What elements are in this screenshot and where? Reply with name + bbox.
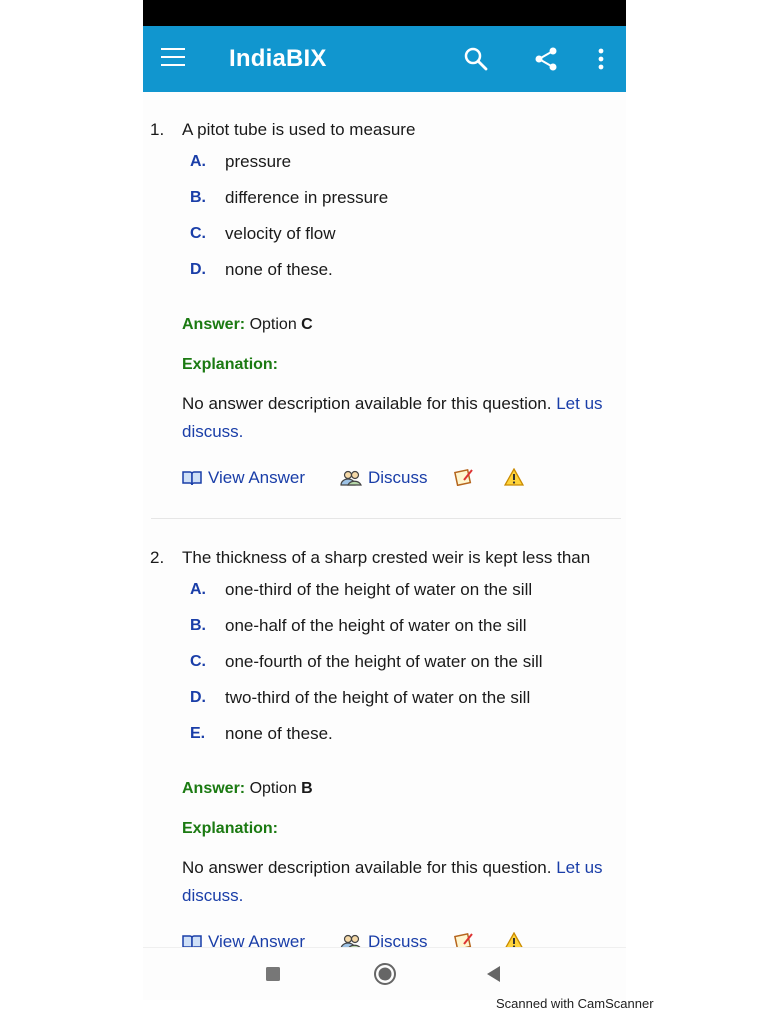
option-letter[interactable]: E.	[190, 725, 206, 742]
question-text: A pitot tube is used to measure	[182, 120, 416, 139]
question-text: The thickness of a sharp crested weir is kept less than	[182, 548, 591, 567]
search-icon[interactable]	[463, 46, 489, 72]
phone-screen	[143, 0, 626, 1000]
view-answer-button[interactable]	[182, 932, 305, 947]
recents-square-icon[interactable]	[261, 962, 285, 986]
option-text[interactable]: none of these.	[225, 724, 333, 743]
discuss-label: Discuss	[368, 468, 428, 487]
option-letter[interactable]: C.	[190, 653, 206, 670]
option-text[interactable]: one-fourth of the height of water on the sill	[225, 652, 543, 671]
option-text[interactable]: none of these.	[225, 260, 333, 279]
option-text[interactable]: difference in pressure	[225, 188, 389, 207]
explanation-label: Explanation:	[182, 356, 279, 373]
answer-label: Answer:	[182, 780, 246, 797]
share-icon[interactable]	[533, 46, 559, 72]
answer-option: C	[301, 316, 313, 333]
view-answer-label: View Answer	[208, 932, 306, 947]
answer-row	[182, 316, 313, 334]
option-letter[interactable]: B.	[190, 617, 206, 634]
people-icon	[340, 470, 362, 486]
view-answer-label: View Answer	[208, 468, 306, 487]
explanation-text	[182, 390, 612, 446]
explanation-label: Explanation:	[182, 820, 279, 837]
answer-label: Answer:	[182, 316, 246, 333]
option-letter[interactable]: D.	[190, 261, 206, 278]
discuss-button[interactable]	[340, 932, 428, 947]
back-triangle-icon[interactable]	[482, 962, 506, 986]
option-text[interactable]: two-third of the height of water on the sill	[225, 688, 531, 707]
question-number: 1.	[150, 120, 165, 139]
people-icon	[340, 934, 362, 947]
discuss-link[interactable]: Let us discuss.	[182, 858, 603, 905]
warning-icon[interactable]	[504, 932, 530, 947]
app-bar	[143, 26, 626, 92]
book-icon	[182, 934, 202, 947]
explanation-text	[182, 854, 612, 910]
answer-option: B	[301, 780, 313, 797]
explanation-body: No answer description available for this question.	[182, 858, 552, 877]
discuss-button[interactable]	[340, 468, 428, 488]
more-vertical-icon[interactable]	[595, 46, 621, 72]
scanner-watermark: Scanned with CamScanner	[496, 996, 654, 1011]
book-icon	[182, 470, 202, 486]
option-text[interactable]: pressure	[225, 152, 292, 171]
warning-icon[interactable]	[504, 468, 530, 486]
answer-row	[182, 780, 313, 798]
notepad-icon[interactable]	[454, 468, 480, 486]
answer-prefix: Option	[249, 316, 297, 333]
option-text[interactable]: one-half of the height of water on the sill	[225, 616, 527, 635]
question-divider	[151, 518, 621, 519]
question-actions	[182, 932, 622, 947]
discuss-label: Discuss	[368, 932, 428, 947]
question-actions	[182, 468, 622, 492]
discuss-link[interactable]: Let us discuss.	[182, 394, 603, 441]
option-letter[interactable]: D.	[190, 689, 206, 706]
option-text[interactable]: one-third of the height of water on the sill	[225, 580, 533, 599]
option-letter[interactable]: C.	[190, 225, 206, 242]
option-letter[interactable]: A.	[190, 581, 206, 598]
answer-prefix: Option	[249, 780, 297, 797]
question-list[interactable]	[143, 92, 626, 947]
system-nav-bar	[143, 947, 626, 1000]
app-title: IndiaBIX	[229, 45, 327, 72]
home-circle-icon[interactable]	[372, 962, 396, 986]
status-bar	[143, 0, 626, 26]
question-number: 2.	[150, 548, 165, 567]
explanation-body: No answer description available for this question.	[182, 394, 552, 413]
hamburger-menu-icon[interactable]	[161, 48, 185, 68]
option-letter[interactable]: B.	[190, 189, 206, 206]
option-text[interactable]: velocity of flow	[225, 224, 336, 243]
notepad-icon[interactable]	[454, 932, 480, 947]
option-letter[interactable]: A.	[190, 153, 206, 170]
view-answer-button[interactable]	[182, 468, 305, 488]
